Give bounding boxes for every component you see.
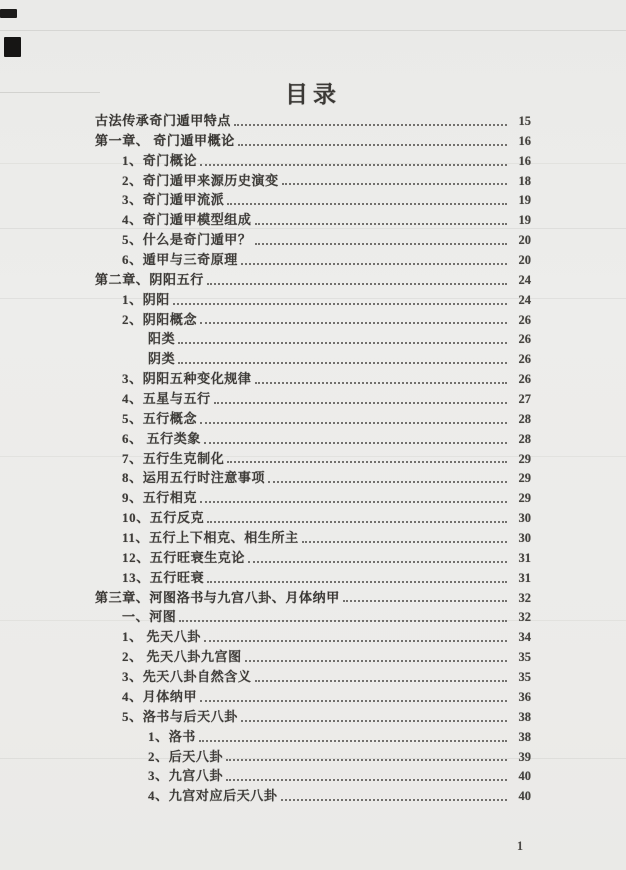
dotted-leader <box>255 243 507 245</box>
toc-entry-label: 2、奇门遁甲来源历史演变 <box>122 172 279 188</box>
toc-entry-label: 9、五行相克 <box>122 490 198 506</box>
toc-entry <box>95 111 531 131</box>
dotted-leader <box>234 124 507 126</box>
toc-entry-label: 第二章、阴阳五行 <box>95 271 204 287</box>
toc-entry-page: 19 <box>518 193 531 208</box>
toc-entry-page: 32 <box>518 610 531 625</box>
toc-entry <box>95 131 531 151</box>
toc-entry <box>95 687 531 707</box>
toc-entry <box>95 250 531 270</box>
scan-artifact-square <box>4 37 21 57</box>
toc-entry-label: 第一章、 奇门遁甲概论 <box>95 132 235 148</box>
toc-entry-page: 26 <box>518 332 531 347</box>
toc-entry-page: 16 <box>518 133 531 148</box>
dotted-leader <box>227 461 507 463</box>
dotted-leader <box>302 541 507 543</box>
toc-entry <box>95 409 531 429</box>
toc-entry-page: 31 <box>518 570 531 585</box>
toc-entry-label: 13、五行旺衰 <box>122 569 205 585</box>
dotted-leader <box>204 640 507 642</box>
toc-entry <box>95 786 531 806</box>
toc-entry-label: 2、 先天八卦九宫图 <box>122 649 242 665</box>
dotted-leader <box>343 600 507 602</box>
toc-entry-page: 24 <box>518 292 531 307</box>
dotted-leader <box>173 303 507 305</box>
toc-entry-page: 26 <box>518 372 531 387</box>
toc-entry-page: 16 <box>518 153 531 168</box>
toc-entry-page: 19 <box>518 213 531 228</box>
toc-entry-page: 28 <box>518 411 531 426</box>
toc-entry-page: 29 <box>518 471 531 486</box>
toc-entry-page: 26 <box>518 312 531 327</box>
toc-entry-label: 4、九宫对应后天八卦 <box>148 788 278 804</box>
dotted-leader <box>255 223 507 225</box>
toc-entry <box>95 171 531 191</box>
dotted-leader <box>281 799 507 801</box>
toc-entry-label: 4、月体纳甲 <box>122 688 198 704</box>
toc-list <box>95 111 531 806</box>
toc-entry-label: 3、奇门遁甲流派 <box>122 192 225 208</box>
toc-entry-page: 40 <box>518 789 531 804</box>
toc-entry <box>95 270 531 290</box>
dotted-leader <box>200 322 507 324</box>
toc-entry-label: 4、五星与五行 <box>122 391 211 407</box>
dotted-leader <box>200 164 507 166</box>
toc-entry-page: 31 <box>518 550 531 565</box>
dotted-leader <box>245 660 507 662</box>
toc-entry-label: 1、奇门概论 <box>122 152 198 168</box>
toc-entry-page: 18 <box>518 173 531 188</box>
toc-entry-label: 6、 五行类象 <box>122 430 201 446</box>
toc-entry <box>95 468 531 488</box>
toc-entry-label: 7、五行生克制化 <box>122 450 225 466</box>
toc-entry-page: 36 <box>518 689 531 704</box>
toc-entry-label: 1、阴阳 <box>122 291 170 307</box>
toc-entry-page: 20 <box>518 253 531 268</box>
toc-entry-page: 28 <box>518 431 531 446</box>
toc-entry-page: 38 <box>518 729 531 744</box>
toc-entry-page: 35 <box>518 670 531 685</box>
dotted-leader <box>241 263 507 265</box>
toc-entry-label: 5、洛书与后天八卦 <box>122 708 238 724</box>
toc-entry <box>95 449 531 469</box>
toc-entry-label: 2、阴阳概念 <box>122 311 198 327</box>
toc-entry-page: 29 <box>518 491 531 506</box>
toc-entry <box>95 290 531 310</box>
toc-entry <box>95 329 531 349</box>
toc-entry <box>95 747 531 767</box>
dotted-leader <box>214 402 507 404</box>
toc-entry-page: 30 <box>518 531 531 546</box>
dotted-leader <box>200 501 507 503</box>
toc-entry-label: 3、先天八卦自然含义 <box>122 669 252 685</box>
dotted-leader <box>200 700 507 702</box>
page-title: 目录 <box>285 82 341 107</box>
dotted-leader <box>207 521 507 523</box>
toc-entry <box>95 627 531 647</box>
toc-entry-label: 5、什么是奇门遁甲？ <box>122 232 252 248</box>
toc-entry <box>95 588 531 608</box>
dotted-leader <box>204 442 507 444</box>
dotted-leader <box>238 144 507 146</box>
toc-entry-label: 阴类 <box>148 351 176 367</box>
dotted-leader <box>268 481 507 483</box>
dotted-leader <box>207 581 507 583</box>
toc-entry <box>95 607 531 627</box>
toc-entry <box>95 151 531 171</box>
dotted-leader <box>255 382 507 384</box>
toc-entry-page: 15 <box>518 114 531 128</box>
toc-entry <box>95 707 531 727</box>
dotted-leader <box>248 561 507 563</box>
toc-entry-page: 38 <box>518 709 531 724</box>
dotted-leader <box>178 362 507 364</box>
toc-entry-label: 8、运用五行时注意事项 <box>122 470 266 486</box>
toc-entry <box>95 528 531 548</box>
toc-entry <box>95 369 531 389</box>
toc-entry-label: 2、后天八卦 <box>148 748 224 764</box>
toc-entry-label: 10、五行反克 <box>122 510 205 526</box>
toc-entry <box>95 568 531 588</box>
dotted-leader <box>255 680 507 682</box>
toc-entry-label: 5、五行概念 <box>122 410 198 426</box>
toc-entry <box>95 310 531 330</box>
toc-entry <box>95 488 531 508</box>
dotted-leader <box>207 283 507 285</box>
dotted-leader <box>178 342 507 344</box>
toc-entry <box>95 429 531 449</box>
dotted-leader <box>227 203 507 205</box>
toc-entry-label: 3、九宫八卦 <box>148 768 224 784</box>
toc-entry <box>95 766 531 786</box>
toc-entry-label: 古法传承奇门遁甲特点 <box>95 113 232 128</box>
dotted-leader <box>241 720 507 722</box>
toc-entry <box>95 667 531 687</box>
toc-entry-page: 27 <box>518 392 531 407</box>
dotted-leader <box>199 740 507 742</box>
toc-entry <box>95 349 531 369</box>
toc-entry-label: 11、五行上下相克、相生所主 <box>122 530 299 546</box>
dotted-leader <box>282 183 507 185</box>
toc-entry-label: 一、河图 <box>122 609 177 625</box>
toc-entry-label: 3、阴阳五种变化规律 <box>122 371 252 387</box>
toc-entry-page: 39 <box>518 749 531 764</box>
dotted-leader <box>226 779 507 781</box>
toc-entry <box>95 230 531 250</box>
footer-page-number: 1 <box>516 839 524 853</box>
toc-entry-label: 12、五行旺衰生克论 <box>122 549 246 565</box>
toc-entry-label: 6、遁甲与三奇原理 <box>122 252 238 268</box>
dotted-leader <box>200 422 507 424</box>
toc-entry <box>95 727 531 747</box>
toc-entry-page: 26 <box>518 352 531 367</box>
toc-entry-label: 第三章、河图洛书与九宫八卦、月体纳甲 <box>95 589 340 605</box>
toc-entry-page: 20 <box>518 233 531 248</box>
dotted-leader <box>179 620 507 622</box>
toc-entry <box>95 548 531 568</box>
toc-entry-page: 29 <box>518 451 531 466</box>
toc-entry-page: 32 <box>518 590 531 605</box>
toc-entry-page: 40 <box>518 769 531 784</box>
scan-artifact-dash <box>0 9 17 18</box>
toc-entry-label: 1、 先天八卦 <box>122 629 201 645</box>
dotted-leader <box>226 759 507 761</box>
toc-entry-label: 4、奇门遁甲模型组成 <box>122 212 252 228</box>
toc-entry <box>95 508 531 528</box>
toc-entry-label: 1、洛书 <box>148 728 196 744</box>
toc-entry <box>95 389 531 409</box>
toc-entry <box>95 647 531 667</box>
toc-entry-label: 阳类 <box>148 331 176 347</box>
toc-entry <box>95 210 531 230</box>
toc-entry-page: 24 <box>518 272 531 287</box>
toc-entry-page: 30 <box>518 511 531 526</box>
toc-entry-page: 34 <box>518 630 531 645</box>
toc-entry <box>95 190 531 210</box>
toc-entry-page: 35 <box>518 650 531 665</box>
